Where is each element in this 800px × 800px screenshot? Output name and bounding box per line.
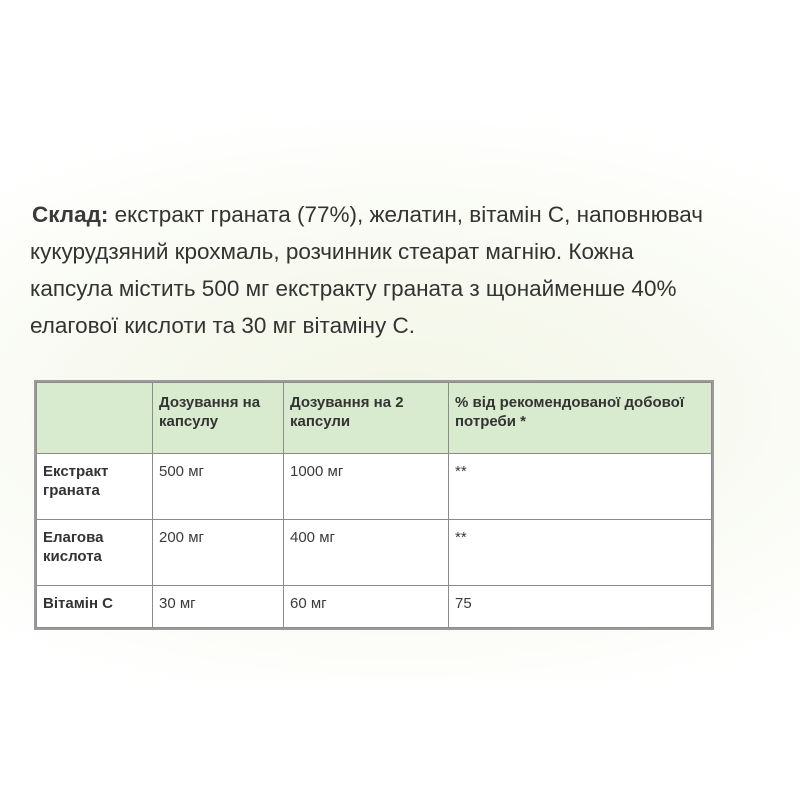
table-row <box>37 454 712 520</box>
table-row <box>37 586 712 628</box>
composition-text <box>30 196 770 344</box>
daily-percent-cell: ** <box>449 520 712 586</box>
per-capsule-cell: 30 мг <box>153 586 284 628</box>
dosage-table <box>36 382 712 628</box>
composition-line-4: елагової кислоти та 30 мг вітаміну С. <box>30 313 415 338</box>
row-name-cell: Екстракт граната <box>37 454 153 520</box>
table-header-row <box>37 383 712 454</box>
row-name-cell: Елагова кислота <box>37 520 153 586</box>
dosage-table-container <box>34 380 714 630</box>
per-two-capsules-cell: 60 мг <box>284 586 449 628</box>
per-two-capsules-cell: 1000 мг <box>284 454 449 520</box>
daily-percent-cell: 75 <box>449 586 712 628</box>
daily-percent-cell: ** <box>449 454 712 520</box>
header-cell-empty <box>37 383 153 454</box>
composition-line-1 <box>30 196 770 233</box>
per-two-capsules-cell: 400 мг <box>284 520 449 586</box>
composition-line-2: кукурудзяний крохмаль, розчинник стеарат магнію. Кожна <box>30 239 634 264</box>
per-capsule-cell: 200 мг <box>153 520 284 586</box>
composition-label: Склад: <box>32 202 109 227</box>
per-capsule-cell: 500 мг <box>153 454 284 520</box>
composition-line-1-text: екстракт граната (77%), желатин, вітамін С, наповнювач <box>114 202 704 227</box>
table-row <box>37 520 712 586</box>
header-cell-per-capsule: Дозування на капсулу <box>153 383 284 454</box>
composition-line-3: капсула містить 500 мг екстракту граната з щонайменше 40% <box>30 276 677 301</box>
row-name-cell: Вітамін С <box>37 586 153 628</box>
header-cell-daily-percent: % від рекомендованої добової потреби * <box>449 383 712 454</box>
header-cell-per-two-capsules: Дозування на 2 капсули <box>284 383 449 454</box>
